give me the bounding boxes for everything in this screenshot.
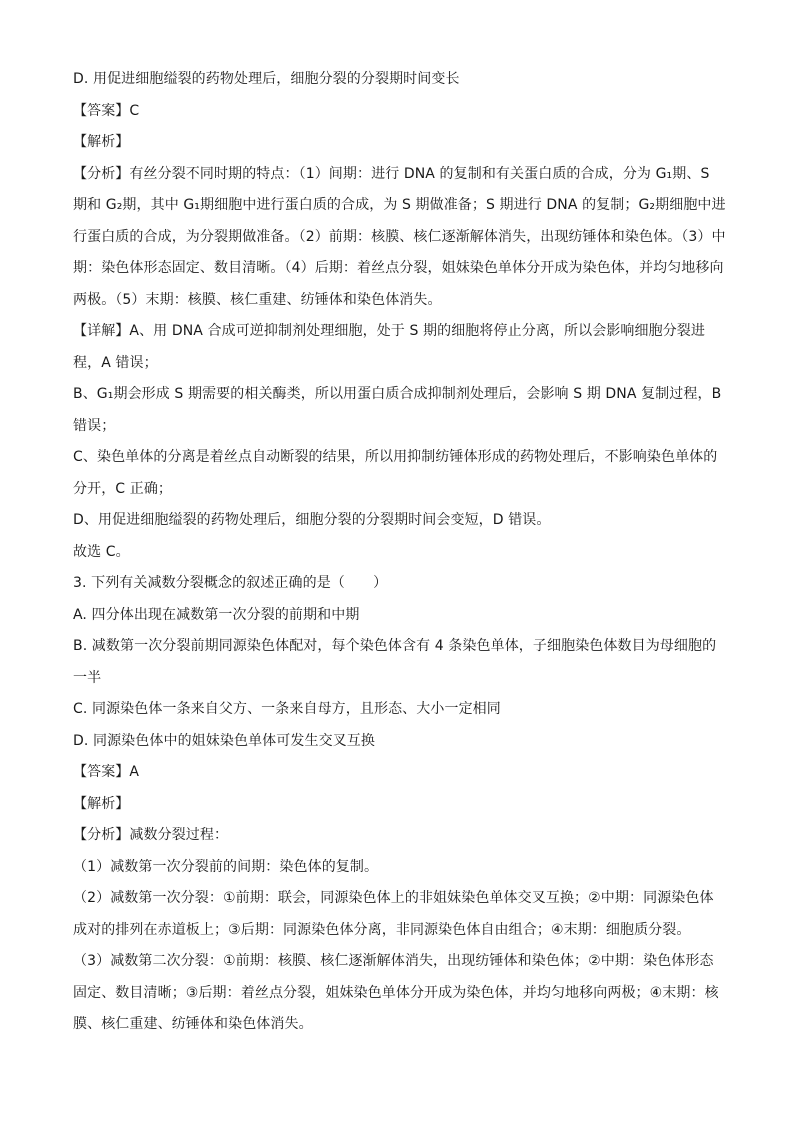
q3-fenxi-line: 膜、核仁重建、纺锤体和染色体消失。 [73,1016,313,1032]
q3-fenxi-line: 固定、数目清晰；③后期：着丝点分裂，姐妹染色单体分开成为染色体，并均匀地移向两极；④末期：核 [73,984,719,1001]
q2-xiangjie-line: 程，A 错误； [73,354,158,371]
q2-fenxi-line: 行蛋白质的合成，为分裂期做准备。（2）前期：核膜、核仁逐渐解体消失，出现纺锤体和染色体。（3）中 [73,228,726,245]
q3-option-a: A. 四分体出现在减数第一次分裂的前期和中期 [73,606,360,623]
q3-option-b: B. 减数第一次分裂前期同源染色体配对，每个染色体含有 4 条染色单体，子细胞染色体数目为母细胞的 [73,638,717,654]
q2-xiangjie-line: D、用促进细胞缢裂的药物处理后，细胞分裂的分裂期时间会变短，D 错误。 [73,512,551,528]
q2-fenxi-line: 期和 G₂期，其中 G₁期细胞中进行蛋白质的合成，为 S 期做准备；S 期进行 DNA 的复制；G₂期细胞中进 [73,197,726,213]
q2-analysis-heading: 【解析】 [73,134,130,150]
q3-stem: 3. 下列有关减数分裂概念的叙述正确的是（ ） [73,575,388,591]
q3-fenxi-line: （1）减数第一次分裂前的间期：染色体的复制。 [73,858,379,875]
q3-option-c: C. 同源染色体一条来自父方、一条来自母方，且形态、大小一定相同 [73,701,501,717]
q2-fenxi-line: 期：染色体形态固定、数目清晰。（4）后期：着丝点分裂，姐妹染色单体分开成为染色体，并均匀地移向 [73,260,724,276]
q2-option-d: D. 用促进细胞缢裂的药物处理后，细胞分裂的分裂期时间变长 [73,71,460,87]
q2-xiangjie-line: 故选 C。 [73,543,130,560]
q2-fenxi-line: 【分析】有丝分裂不同时期的特点：（1）间期：进行 DNA 的复制和有关蛋白质的合成，分为 G₁期、S [73,165,710,182]
q3-option-d: D. 同源染色体中的姐妹染色单体可发生交叉互换 [73,732,375,749]
q2-xiangjie-line: 分开，C 正确； [73,480,173,497]
q3-fenxi-line: （3）减数第二次分裂：①前期：核膜、核仁逐渐解体消失，出现纺锤体和染色体；②中期：染色体形态 [73,953,714,969]
q3-fenxi-line: （2）减数第一次分裂：①前期：联会，同源染色体上的非姐妹染色单体交叉互换；②中期：同源染色体 [73,890,714,906]
q3-analysis-heading: 【解析】 [73,795,130,812]
q2-fenxi-line: 两极。（5）末期：核膜、核仁重建、纺锤体和染色体消失。 [73,291,442,308]
q2-xiangjie-line: 错误； [73,417,116,434]
q2-xiangjie-line: 【详解】A、用 DNA 合成可逆抑制剂处理细胞，处于 S 期的细胞将停止分离，所以会影响细胞分裂进 [73,323,705,339]
q3-fenxi-line: 成对的排列在赤道板上；③后期：同源染色体分离，非同源染色体自由组合；④末期：细胞质分裂。 [73,921,691,938]
document-page [73,64,725,1041]
q2-xiangjie-line: B、G₁期会形成 S 期需要的相关酶类，所以用蛋白质合成抑制剂处理后，会影响 S 期 DNA 复制过程，B [73,386,722,402]
q3-fenxi-line: 【分析】减数分裂过程： [73,827,229,843]
q2-xiangjie-line: C、染色单体的分离是着丝点自动断裂的结果，所以用抑制纺锤体形成的药物处理后，不影响染色单体的 [73,449,718,465]
q2-answer: 【答案】C [73,102,140,119]
q3-answer: 【答案】A [73,764,140,780]
q3-option-b-cont: 一半 [73,669,102,686]
